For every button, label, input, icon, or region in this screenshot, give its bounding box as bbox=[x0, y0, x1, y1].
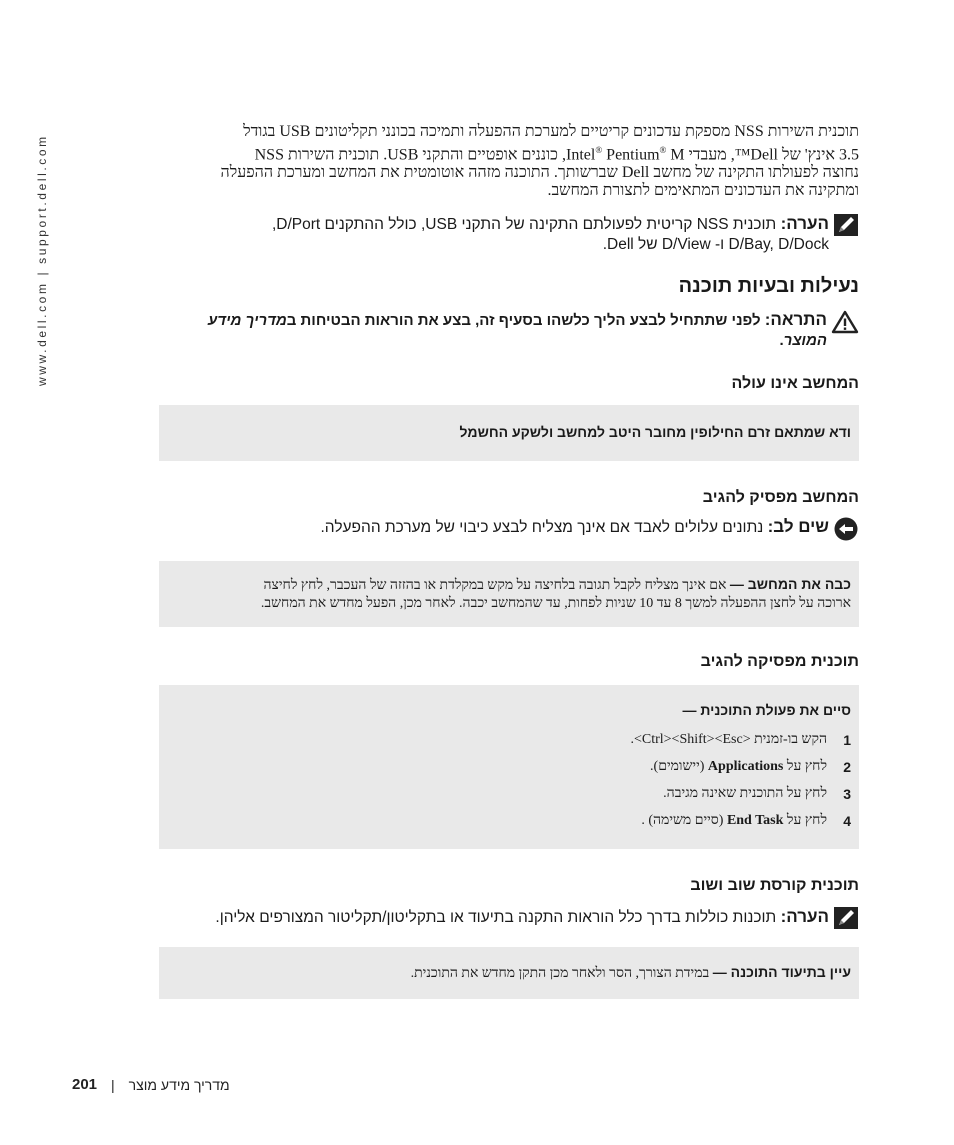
page-footer bbox=[72, 1076, 230, 1093]
box-power-adapter bbox=[159, 405, 859, 461]
step-bold: End Task bbox=[726, 813, 784, 829]
heading-computer-stops: המחשב מפסיק להגיב bbox=[702, 489, 859, 507]
heading-program-stops: תוכנית מפסיקה להגיב bbox=[700, 653, 859, 671]
step-number: 4 bbox=[843, 813, 851, 830]
note-pencil-icon bbox=[833, 907, 859, 931]
step-item bbox=[169, 731, 851, 749]
side-url: www.dell.com | support.dell.com bbox=[35, 134, 49, 386]
note-label: הערה: bbox=[780, 907, 829, 927]
caution-text-b: . bbox=[779, 332, 784, 350]
power-adapter-text: ודא שמתאם זרם החילופין מחובר היטב למחשב ולשקע החשמל bbox=[459, 424, 851, 441]
intro-line-4: ומתקינה את העדכונים המתאימים לתצורת המחשב. bbox=[547, 182, 859, 200]
box-turn-off bbox=[159, 561, 859, 627]
step-bold: Applications bbox=[707, 759, 784, 775]
caution-italic-a: מדריך מידע bbox=[208, 312, 287, 330]
notice-hand-icon bbox=[833, 517, 859, 541]
intro-line-3: נחוצה לפעולתו התקינה של מחשב Dell שברשותך. התוכנה מזהה אוטומטית את המחשב ומערכת ההפעלה bbox=[220, 164, 859, 182]
warning-triangle-icon bbox=[831, 310, 859, 334]
note-nss bbox=[159, 214, 859, 255]
note-label: הערה: bbox=[780, 214, 829, 234]
page-content bbox=[159, 123, 859, 999]
section-title: נעילות ובעיות תוכנה bbox=[678, 275, 859, 298]
caution-italic-b: המוצר bbox=[783, 332, 827, 350]
step-text: לחץ על bbox=[783, 759, 827, 775]
step-number: 3 bbox=[843, 786, 851, 803]
intro-line-2a: 3.5 אינץ' של Dell™, מעבדי Intel bbox=[566, 146, 859, 164]
intro-line-2b: Pentium bbox=[602, 146, 660, 164]
step-item bbox=[169, 785, 851, 803]
caution-label: התראה: bbox=[764, 310, 827, 330]
step-number: 1 bbox=[843, 732, 851, 749]
end-program-steps bbox=[169, 731, 851, 830]
notice-label: שים לב: bbox=[767, 517, 829, 537]
intro-paragraph bbox=[159, 123, 859, 200]
step-text: הקש בו-זמנית <Ctrl><Shift><Esc>. bbox=[630, 732, 827, 748]
step-text: לחץ על bbox=[783, 813, 827, 829]
step-text: (סיים משימה) . bbox=[641, 813, 727, 829]
reg-mark: ® bbox=[659, 145, 667, 155]
note-pencil-icon bbox=[833, 214, 859, 238]
heading-computer-not-start: המחשב אינו עולה bbox=[731, 375, 859, 393]
step-text: לחץ על התוכנית שאינה מגיבה. bbox=[663, 786, 827, 802]
software-docs-text: במידת הצורך, הסר ולאחר מכן התקן מחדש את התוכנית. bbox=[410, 966, 713, 982]
caution-text-a: לפני שתתחיל לבצע הליך כלשהו בסעיף זה, בצע את הוראות הבטיחות ב bbox=[286, 312, 765, 330]
footer-title: מדריך מידע מוצר bbox=[128, 1076, 230, 1093]
software-docs-bold: עיין בתיעוד התוכנה — bbox=[712, 964, 851, 981]
notice-text: נתונים עלולים לאבד אם אינך מצליח לבצע כיבוי של מערכת ההפעלה. bbox=[320, 519, 768, 537]
notice-data-loss bbox=[159, 517, 859, 541]
note-text: תוכנות כוללות בדרך כלל הוראות התקנה בתיעוד או בתקליטון/תקליטור המצורפים אליהן. bbox=[215, 909, 781, 927]
turn-off-text-b: ארוכה על לחצן ההפעלה למשך 8 עד 10 שניות לפחות, עד שהמחשב יכבה. לאחר מכן, הפעל מחדש את המחשב. bbox=[260, 596, 851, 612]
box-software-docs bbox=[159, 947, 859, 999]
reg-mark: ® bbox=[595, 145, 603, 155]
step-text: (יישומים). bbox=[650, 759, 708, 775]
caution bbox=[159, 310, 859, 351]
end-program-bold: סיים את פעולת התוכנית — bbox=[682, 702, 851, 719]
intro-line-1: תוכנית השירות NSS מספקת עדכונים קריטיים למערכת ההפעלה ותמיכה בכונני תקליטונים USB בגודל bbox=[243, 123, 859, 140]
turn-off-bold: כבה את המחשב — bbox=[729, 576, 851, 593]
note-install bbox=[159, 907, 859, 931]
step-item bbox=[169, 758, 851, 776]
step-number: 2 bbox=[843, 759, 851, 776]
note-text-b: D/Bay, D/Dock ו- D/View של Dell. bbox=[602, 236, 829, 254]
footer-separator: | bbox=[111, 1076, 115, 1093]
heading-program-crashes: תוכנית קורסת שוב ושוב bbox=[690, 877, 859, 895]
page-number: 201 bbox=[72, 1076, 98, 1093]
step-item bbox=[169, 812, 851, 830]
note-text-a: תוכנית NSS קריטית לפעולתם התקינה של התקני USB, כולל ההתקנים D/Port, bbox=[271, 216, 781, 234]
intro-line-2c: M, כוננים אופטיים והתקני USB. תוכנית השירות NSS bbox=[254, 146, 685, 164]
turn-off-text-a: אם אינך מצליח לקבל תגובה בלחיצה על מקש במקלדת או בהזזה של העכבר, לחץ לחיצה bbox=[263, 578, 730, 594]
box-end-program bbox=[159, 685, 859, 849]
